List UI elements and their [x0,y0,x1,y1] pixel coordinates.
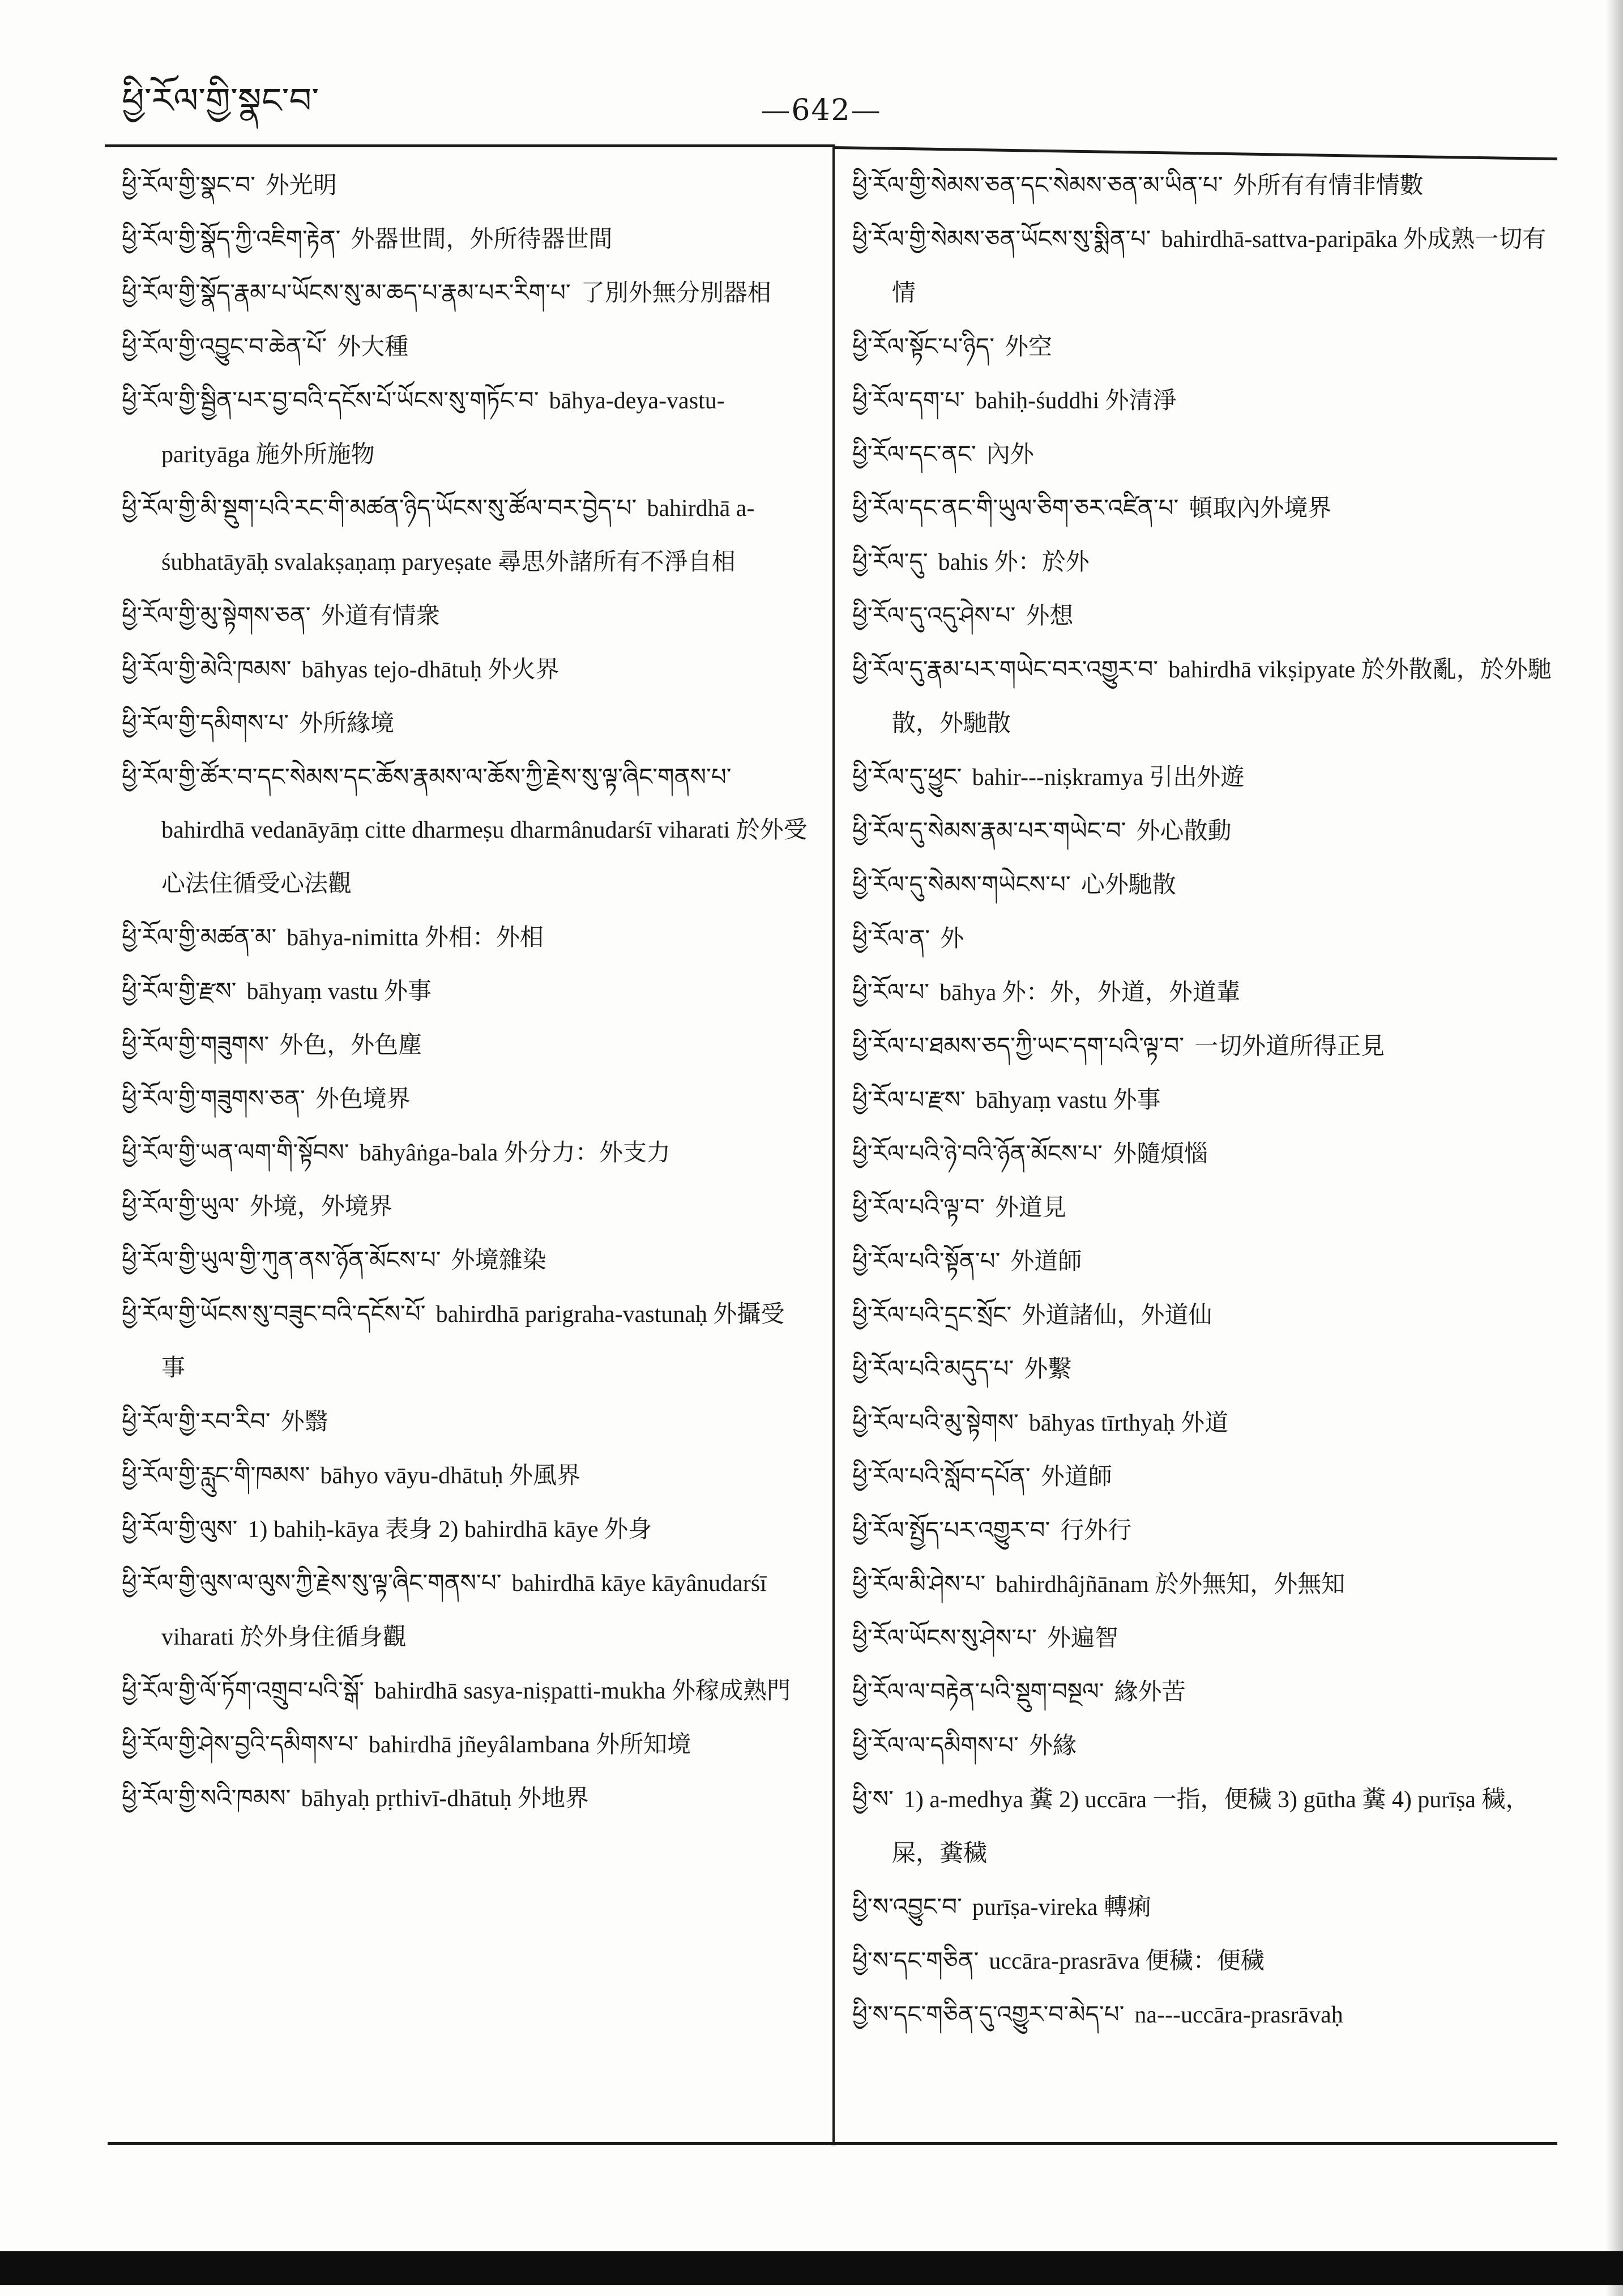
entry-gloss: 1) bahiḥ-kāya 表身 2) bahirdhā kāye 外身 [247,1517,652,1543]
right-column [852,159,1557,2042]
entry-gloss: 外空 [1005,334,1053,360]
dictionary-entry [852,1288,1557,1342]
dictionary-entry [852,912,1557,966]
dictionary-entry [122,1503,810,1556]
entry-gloss: 外遍智 [1047,1625,1118,1651]
entry-gloss: 外繫 [1024,1356,1072,1382]
entry-headword: ཕྱི་རོལ་པའི་དྲང་སྲོང་ [852,1301,1012,1329]
entry-headword: ཕྱི་རོལ་གྱི་སྣང་བ་ [122,171,255,199]
dictionary-entry [852,1665,1557,1719]
dictionary-entry [122,750,810,911]
dictionary-entry [852,481,1557,535]
dictionary-entry [852,1988,1557,2042]
dictionary-entry [852,750,1557,804]
bottom-rule [108,2142,1557,2145]
entry-headword: ཕྱི་རོལ་གྱི་ཡུལ་ [122,1192,240,1220]
entry-headword: ཕྱི་རོལ་གྱི་ཤེས་བྱའི་དམིགས་པ་ [122,1730,359,1758]
entry-headword: ཕྱི་རོལ་དུ་སེམས་གཡེངས་པ་ [852,870,1071,898]
dictionary-entry [852,1504,1557,1557]
dictionary-entry [122,1772,810,1825]
dictionary-entry [852,1342,1557,1396]
entry-gloss: bahirdhā jñeyâlambana 外所知境 [369,1732,691,1758]
entry-gloss: bāhyas tejo-dhātuḥ 外火界 [301,657,559,683]
entry-headword: ཕྱི་རོལ་གྱི་སེམས་ཅན་དང་སེམས་ཅན་མ་ཡིན་པ་ [852,171,1223,199]
entry-gloss: 頓取內外境界 [1189,496,1332,522]
entry-gloss: bahirdhā sasya-niṣpatti-mukha 外稼成熟門 [374,1678,791,1704]
dictionary-entry [852,428,1557,481]
entry-gloss: 外道師 [1010,1249,1082,1275]
entry-gloss: bāhyaṃ vastu 外事 [975,1087,1161,1113]
entry-gloss: 外道諸仙，外道仙 [1022,1303,1212,1329]
entry-gloss: 行外行 [1060,1518,1132,1544]
entry-headword: ཕྱི་རོལ་དང་ནང་གི་ཡུལ་ཅིག་ཅར་འཛིན་པ་ [852,494,1179,522]
entry-headword: ཕྱི་རོལ་གྱི་ལོ་ཏོག་འགྲུབ་པའི་སྒོ་ [122,1676,365,1704]
entry-gloss: bahiḥ-śuddhi 外清淨 [975,388,1177,414]
entry-gloss: 外道見 [994,1195,1066,1221]
entry-gloss: 緣外苦 [1114,1679,1186,1705]
entry-headword: ཕྱི་རོལ་དག་པ་ [852,386,965,414]
entry-headword: ཕྱི་རོལ་གྱི་སེམས་ཅན་ཡོངས་སུ་སྨིན་པ་ [852,225,1151,253]
entry-headword: ཕྱི་རོལ་སྟོང་པ་ཉིད་ [852,332,995,360]
entry-headword: ཕྱི་རོལ་པ་ཐམས་ཅད་ཀྱི་ཡང་དག་པའི་ལྟ་བ་ [852,1032,1185,1060]
running-head: ཕྱི་རོལ་གྱི་སྣང་བ་ [122,80,319,121]
entry-headword: ཕྱི་རོལ་མི་ཤེས་པ་ [852,1570,986,1598]
entry-gloss: 外境雜染 [451,1248,546,1274]
entry-headword: ཕྱི་རོལ་གྱི་དམིགས་པ་ [122,709,289,737]
dictionary-entry [122,1718,810,1772]
dictionary-entry [122,1180,810,1234]
entry-headword: ཕྱི་རོལ་པའི་ཉེ་བའི་ཉོན་མོངས་པ་ [852,1140,1103,1167]
entry-headword: ཕྱི་ས་ [852,1785,894,1813]
dictionary-entry [122,481,810,589]
entry-gloss: bahirdhā-sattva-paripāka 外成熟一切有情 [892,227,1547,306]
dictionary-entry [122,266,810,320]
entry-headword: ཕྱི་རོལ་དུ་ [852,548,928,575]
entry-gloss: 外色境界 [315,1086,411,1112]
dictionary-entry [852,1719,1557,1773]
entry-headword: ཕྱི་རོལ་གྱི་མེའི་ཁམས་ [122,655,292,683]
dictionary-entry [852,1396,1557,1450]
entry-gloss: bahis 外：於外 [938,549,1090,575]
dictionary-entry [852,858,1557,912]
dictionary-entry [122,159,810,212]
page-edge-shadow [1606,0,1623,2296]
entry-headword: ཕྱི་རོལ་གྱི་ལུས་ལ་ལུས་ཀྱི་རྗེས་སུ་ལྟ་ཞིང་གནས་པ་ [122,1569,502,1597]
left-column [122,159,810,1825]
entry-gloss: 外所緣境 [299,711,395,737]
dictionary-entry [852,1557,1557,1611]
dictionary-entry [852,320,1557,374]
entry-headword: ཕྱི་རོལ་པའི་སྟོན་པ་ [852,1247,1001,1275]
entry-gloss: 外器世間，外所待器世間 [351,227,613,253]
dictionary-entry [122,965,810,1018]
entry-gloss: 內外 [986,442,1034,468]
dictionary-entry [852,535,1557,589]
entry-headword: ཕྱི་རོལ་གྱི་ཡན་ལག་གི་སྟོབས་ [122,1138,349,1166]
entry-headword: ཕྱི་རོལ་གྱི་སྣོད་རྣམ་པ་ཡོངས་སུ་མ་ཆད་པ་རྣམ་པར་རིག་པ་ [122,279,571,306]
entry-headword: ཕྱི་རོལ་གྱི་མི་སྡུག་པའི་རང་གི་མཚན་ཉིད་ཡོངས་སུ་ཚོལ་བར་བྱེད་པ་ [122,494,637,522]
entry-gloss: 外光明 [265,173,337,199]
top-rule-left [105,144,835,147]
entry-headword: ཕྱི་ས་དང་གཅིན་དུ་འགྱུར་བ་མེད་པ་ [852,2000,1125,2028]
entry-gloss: 外色，外色塵 [279,1032,422,1059]
entry-gloss: 外隨煩惱 [1113,1141,1208,1167]
dictionary-entry [852,643,1557,750]
dictionary-entry [122,1556,810,1664]
entry-gloss: bāhya 外：外，外道，外道輩 [939,980,1240,1006]
entry-headword: ཕྱི་རོལ་གྱི་ལུས་ [122,1515,238,1543]
dictionary-entry [122,1449,810,1503]
entry-headword: ཕྱི་རོལ་གྱི་ཚོར་བ་དང་སེམས་དང་ཆོས་རྣམས་ལ་ཆོས་ཀྱི་རྗེས་སུ་ལྟ་ཞིང་གནས་པ་ [122,763,732,791]
entry-headword: ཕྱི་རོལ་དུ་སེམས་རྣམ་པར་གཡེང་བ་ [852,817,1126,844]
entry-headword: ཕྱི་རོལ་གྱི་རྫས་ [122,977,237,1005]
entry-headword: ཕྱི་རོལ་དང་ནང་ [852,440,976,468]
page-number: —642— [761,93,882,127]
dictionary-entry [122,643,810,697]
entry-gloss: bāhyas tīrthyaḥ 外道 [1028,1410,1229,1436]
entry-gloss: na---uccāra-prasrāvaḥ [1134,2002,1343,2028]
entry-gloss: bahirdhā kāye kāyânudarśī viharati 於外身住循身觀 [161,1571,767,1650]
entry-headword: ཕྱི་རོལ་སྤྱོད་པར་འགྱུར་བ་ [852,1516,1050,1544]
entry-gloss: uccāra-prasrāva 便穢：便穢 [989,1948,1265,1974]
entry-gloss: bahirdhā parigraha-vastunaḥ 外攝受事 [161,1301,785,1381]
entry-headword: ཕྱི་རོལ་པའི་ལྟ་བ་ [852,1193,985,1221]
entry-gloss: bahirdhā a-śubhatāyāḥ svalakṣaṇaṃ paryeṣate 尋思外諸所有不淨自相 [161,496,755,575]
entry-headword: ཕྱི་རོལ་གྱི་སྦྱིན་པར་བྱ་བའི་དངོས་པོ་ཡོངས་སུ་གཏོང་བ་ [122,386,539,414]
entry-gloss: 了別外無分別器相 [580,280,771,306]
entry-gloss: 外境，外境界 [249,1194,392,1220]
entry-headword: ཕྱི་རོལ་དུ་ཕྱུང་ [852,763,962,791]
dictionary-entry [122,589,810,643]
entry-gloss: 一切外道所得正見 [1194,1034,1385,1060]
entry-headword: ཕྱི་རོལ་པ་རྫས་ [852,1086,966,1113]
entry-headword: ཕྱི་རོལ་པའི་མདུད་པ་ [852,1355,1014,1382]
dictionary-entry [122,1234,810,1287]
dictionary-entry [852,1235,1557,1288]
entry-headword: ཕྱི་རོལ་གྱི་རབ་རིབ་ [122,1407,271,1435]
dictionary-entry [852,1450,1557,1504]
entry-gloss: bāhyâṅga-bala 外分力：外支力 [359,1140,670,1166]
dictionary-entry [122,320,810,374]
entry-gloss: bahirdhā vedanāyāṃ citte dharmeṣu dharmânudarśī viharati 於外受心法住循受心法觀 [161,817,808,897]
entry-gloss: bahir---niṣkramya 引出外遊 [972,765,1245,791]
entry-headword: ཕྱི་ས་དང་གཅིན་ [852,1947,979,1974]
entry-gloss: bāhyo vāyu-dhātuḥ 外風界 [320,1463,580,1489]
entry-gloss: 外所有有情非情數 [1233,173,1424,199]
entry-gloss: 外想 [1026,603,1074,629]
entry-gloss: 外心散動 [1136,818,1232,844]
entry-headword: ཕྱི་རོལ་ལ་བརྟེན་པའི་སྡུག་བསྔལ་ [852,1678,1104,1705]
dictionary-entry [852,212,1557,320]
dictionary-entry [852,1773,1557,1880]
entry-gloss: bahirdhâjñānam 於外無知，外無知 [996,1572,1346,1598]
entry-headword: ཕྱི་རོལ་གྱི་ཡོངས་སུ་བཟུང་བའི་དངོས་པོ་ [122,1300,426,1328]
entry-headword: ཕྱི་རོལ་གྱི་སྣོད་ཀྱི་འཇིག་རྟེན་ [122,225,341,253]
dictionary-entry [122,1395,810,1449]
entry-gloss: bāhya-nimitta 外相：外相 [287,925,544,951]
entry-headword: ཕྱི་རོལ་པའི་སློབ་དཔོན་ [852,1462,1031,1490]
dictionary-entry [852,159,1557,212]
dictionary-entry [852,374,1557,428]
entry-headword: ཕྱི་ས་འབྱུང་བ་ [852,1893,962,1921]
entry-headword: ཕྱི་རོལ་གྱི་སའི་ཁམས་ [122,1784,291,1812]
dictionary-entry [852,1127,1557,1181]
entry-headword: ཕྱི་རོལ་ཡོངས་སུ་ཤེས་པ་ [852,1624,1037,1651]
dictionary-entry [852,1019,1557,1073]
dictionary-entry [852,589,1557,643]
entry-gloss: 外緣 [1028,1733,1077,1759]
entry-gloss: 1) a-medhya 糞 2) uccāra 一指，便穢 3) gūtha 糞 4) purīṣa 穢，屎，糞穢 [892,1787,1530,1867]
dictionary-entry [122,911,810,965]
entry-headword: ཕྱི་རོལ་གྱི་ཡུལ་གྱི་ཀུན་ནས་ཉོན་མོངས་པ་ [122,1246,441,1274]
entry-headword: ཕྱི་རོལ་གྱི་མཚན་མ་ [122,923,277,951]
dictionary-entry [852,1073,1557,1127]
entry-gloss: 外道有情衆 [321,603,440,629]
dictionary-entry [852,1611,1557,1665]
dictionary-entry [122,1126,810,1180]
entry-gloss: 外道師 [1040,1464,1112,1490]
dictionary-entry [852,1181,1557,1235]
entry-gloss: 外大種 [337,334,409,360]
entry-headword: ཕྱི་རོལ་གྱི་མུ་སྟེགས་ཅན་ [122,601,311,629]
entry-headword: ཕྱི་རོལ་དུ་རྣམ་པར་གཡེང་བར་འགྱུར་བ་ [852,655,1159,683]
entry-gloss: 外 [940,926,964,952]
dictionary-entry [852,1880,1557,1934]
entry-gloss: bāhya-deya-vastu-parityāga 施外所施物 [161,388,725,468]
entry-headword: ཕྱི་རོལ་པ་ [852,978,930,1006]
column-divider [832,146,835,2145]
dictionary-entry [852,1934,1557,1988]
dictionary-entry [122,374,810,481]
entry-headword: ཕྱི་རོལ་གྱི་གཟུགས་ [122,1031,270,1059]
entry-headword: ཕྱི་རོལ་གྱི་རླུང་གི་ཁམས་ [122,1461,310,1489]
scan-border [0,2251,1623,2285]
entry-headword: ཕྱི་རོལ་གྱི་གཟུགས་ཅན་ [122,1085,305,1112]
dictionary-entry [122,697,810,750]
entry-headword: ཕྱི་རོལ་ལ་དམིགས་པ་ [852,1731,1019,1759]
entry-gloss: bāhyaṃ vastu 外事 [246,979,432,1005]
entry-gloss: bāhyaḥ pṛthivī-dhātuḥ 外地界 [301,1786,590,1812]
entry-headword: ཕྱི་རོལ་ན་ [852,924,930,952]
dictionary-entry [122,1072,810,1126]
dictionary-entry [122,212,810,266]
dictionary-entry [122,1018,810,1072]
dictionary-entry [122,1664,810,1718]
entry-gloss: bahirdhā vikṣipyate 於外散亂，於外馳散，外馳散 [892,657,1552,737]
dictionary-entry [852,804,1557,858]
entry-gloss: 心外馳散 [1080,872,1176,898]
dictionary-entry [852,966,1557,1019]
dictionary-entry [122,1287,810,1395]
entry-headword: ཕྱི་རོལ་དུ་འདུ་ཤེས་པ་ [852,601,1016,629]
entry-gloss: 外翳 [280,1409,328,1435]
entry-headword: ཕྱི་རོལ་གྱི་འབྱུང་བ་ཆེན་པོ་ [122,332,327,360]
entry-gloss: purīṣa-vireka 轉痢 [972,1894,1151,1921]
entry-headword: ཕྱི་རོལ་པའི་མུ་སྟེགས་ [852,1409,1019,1436]
